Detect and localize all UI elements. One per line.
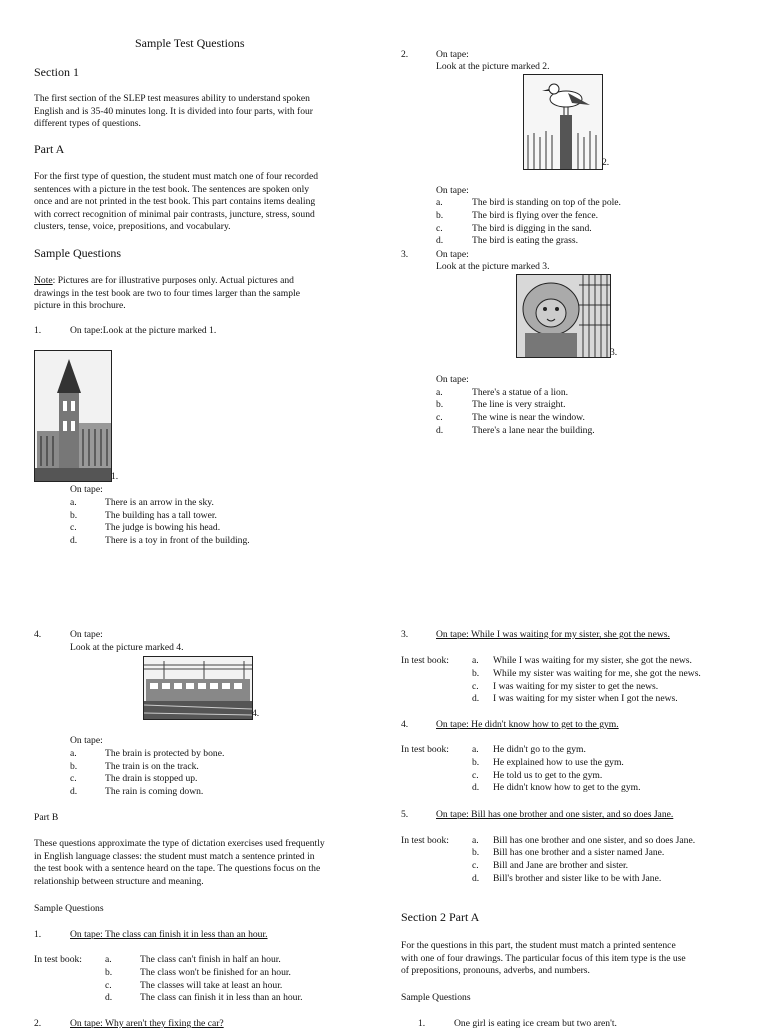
option-text: The line is very straight. [472, 399, 566, 410]
q2-prompt-2: Look at the picture marked 2. [436, 61, 550, 72]
part-a-heading: Part A [34, 142, 65, 156]
option-text: There's a statue of a lion. [472, 387, 569, 398]
option-letter: d. [105, 992, 113, 1003]
option-letter: b. [472, 668, 480, 679]
option-text: The drain is stopped up. [105, 773, 198, 784]
option-letter: c. [472, 770, 479, 781]
q1-prompt: On tape:Look at the picture marked 1. [70, 325, 217, 336]
s2-q1-prompt: One girl is eating ice cream but two aren't. [454, 1018, 617, 1029]
sample-questions-heading-s2: Sample Questions [401, 992, 471, 1003]
option-text: There's a lane near the building. [472, 425, 595, 436]
option-letter: b. [436, 399, 444, 410]
option-text: I was waiting for my sister when I got the news. [493, 693, 678, 704]
q3-prompt-1: On tape: [436, 249, 469, 260]
option-letter: b. [70, 761, 78, 772]
option-text: The class can finish it in less than an hour. [140, 992, 303, 1003]
section-2-paragraph: For the questions in this part, the student must match a printed sentence with one of four drawings. The particular focus of this item type is the use of prepositions, pronouns, adverbs, and numbers. [401, 940, 686, 977]
option-letter: a. [472, 744, 479, 755]
option-letter: a. [472, 835, 479, 846]
q4-on-tape: On tape: [70, 735, 103, 746]
b4-prompt: On tape: He didn't know how to get to the gym. [436, 719, 619, 730]
option-letter: a. [105, 954, 112, 965]
option-letter: a. [436, 197, 443, 208]
option-text: The bird is digging in the sand. [472, 223, 592, 234]
option-text: He didn't know how to get to the gym. [493, 782, 641, 793]
b3-number: 3. [401, 629, 409, 640]
option-letter: d. [70, 535, 78, 546]
option-text: The class won't be finished for an hour. [140, 967, 291, 978]
option-text: The rain is coming down. [105, 786, 204, 797]
option-text: Bill and Jane are brother and sister. [493, 860, 629, 871]
b4-in-test-book: In test book: [401, 744, 449, 755]
q3-number: 3. [401, 249, 409, 260]
option-text: Bill has one brother and one sister, and so does Jane. [493, 835, 696, 846]
option-letter: c. [472, 681, 479, 692]
option-text: He didn't go to the gym. [493, 744, 586, 755]
q2-prompt-1: On tape: [436, 49, 469, 60]
q1-number: 1. [34, 325, 42, 336]
note-paragraph [34, 275, 374, 313]
q4-picture-label: 4. [252, 708, 260, 719]
b5-prompt: On tape: Bill has one brother and one sister, and so does Jane. [436, 809, 674, 820]
option-letter: b. [472, 757, 480, 768]
church-tower-illustration [35, 351, 111, 481]
option-text: The train is on the track. [105, 761, 199, 772]
option-text: The brain is protected by bone. [105, 748, 225, 759]
option-letter: c. [472, 860, 479, 871]
option-text: The classes will take at least an hour. [140, 980, 283, 991]
option-letter: b. [436, 210, 444, 221]
option-letter: d. [436, 235, 444, 246]
option-letter: d. [472, 693, 480, 704]
q1-on-tape: On tape: [70, 484, 103, 495]
q1-picture-label: 1. [111, 471, 119, 482]
section-1-paragraph: The first section of the SLEP test measures ability to understand spoken English and is 35-40 minutes long. It is divided into four parts, with four different types of questions. [34, 93, 313, 130]
option-letter: b. [70, 510, 78, 521]
bird-on-pole-illustration [524, 75, 602, 169]
note-label: Note [34, 275, 53, 286]
option-text: The wine is near the window. [472, 412, 585, 423]
sample-questions-heading: Sample Questions [34, 246, 121, 260]
option-letter: b. [472, 847, 480, 858]
b5-number: 5. [401, 809, 409, 820]
option-text: The bird is flying over the fence. [472, 210, 599, 221]
option-letter: d. [70, 786, 78, 797]
sample-questions-heading-b: Sample Questions [34, 903, 104, 914]
option-text: While my sister was waiting for me, she got the news. [493, 668, 701, 679]
option-letter: c. [436, 412, 443, 423]
s2-q1-number: 1. [418, 1018, 426, 1029]
option-text: I was waiting for my sister to get the news. [493, 681, 659, 692]
section-1-heading: Section 1 [34, 65, 79, 79]
option-text: The bird is eating the grass. [472, 235, 579, 246]
option-text: The bird is standing on top of the pole. [472, 197, 621, 208]
b2-number: 2. [34, 1018, 42, 1029]
part-b-heading: Part B [34, 812, 59, 823]
option-letter: c. [105, 980, 112, 991]
q1-picture [34, 350, 112, 482]
option-letter: a. [70, 748, 77, 759]
option-letter: a. [436, 387, 443, 398]
option-text: There is an arrow in the sky. [105, 497, 214, 508]
b1-prompt: On tape: The class can finish it in less than an hour. [70, 929, 268, 940]
q3-picture-label: 3. [610, 347, 618, 358]
option-text: While I was waiting for my sister, she got the news. [493, 655, 692, 666]
option-text: He told us to get to the gym. [493, 770, 603, 781]
b4-number: 4. [401, 719, 409, 730]
option-text: The judge is bowing his head. [105, 522, 221, 533]
lion-statue-illustration [517, 275, 610, 357]
option-letter: a. [472, 655, 479, 666]
option-text: The building has a tall tower. [105, 510, 217, 521]
b3-prompt: On tape: While I was waiting for my sister, she got the news. [436, 629, 670, 640]
q2-number: 2. [401, 49, 409, 60]
option-letter: c. [436, 223, 443, 234]
option-letter: c. [70, 773, 77, 784]
q3-on-tape: On tape: [436, 374, 469, 385]
option-letter: d. [472, 782, 480, 793]
section-2-heading: Section 2 Part A [401, 910, 480, 924]
option-letter: d. [472, 873, 480, 884]
option-letter: a. [70, 497, 77, 508]
option-text: Bill has one brother and a sister named Jane. [493, 847, 665, 858]
train-illustration [144, 657, 252, 719]
q4-prompt-2: Look at the picture marked 4. [70, 642, 184, 653]
q3-prompt-2: Look at the picture marked 3. [436, 261, 550, 272]
q2-picture-label: 2. [602, 157, 610, 168]
option-text: He explained how to use the gym. [493, 757, 624, 768]
q2-on-tape: On tape: [436, 185, 469, 196]
q4-number: 4. [34, 629, 42, 640]
option-letter: c. [70, 522, 77, 533]
option-letter: d. [436, 425, 444, 436]
option-letter: b. [105, 967, 113, 978]
q4-picture [143, 656, 253, 720]
b5-in-test-book: In test book: [401, 835, 449, 846]
part-b-paragraph: These questions approximate the type of dictation exercises used frequently in English language classes: the student must match a sentence printed in the test book with a sentence heard on the tape. The questions focus on the relationship between structure and meaning. [34, 838, 325, 887]
q2-picture [523, 74, 603, 170]
page-title: Sample Test Questions [135, 36, 245, 50]
b1-in-test-book: In test book: [34, 954, 82, 965]
note-text: : Pictures are for illustrative purposes only. Actual pictures and drawings in the test book are two to four times larger than the sample picture in this brochure. [34, 275, 300, 312]
b2-prompt: On tape: Why aren't they fixing the car? [70, 1018, 224, 1029]
q3-picture [516, 274, 611, 358]
b1-number: 1. [34, 929, 42, 940]
option-text: Bill's brother and sister like to be with Jane. [493, 873, 662, 884]
part-a-paragraph: For the first type of question, the student must match one of four recorded sentences with a picture in the test book. The sentences are spoken only once and are not printed in the test book. This part contains items dealing with correct recognition of minimal pair contrasts, juncture, stress, sound clusters, tense, voice, prepositions, and vocabulary. [34, 171, 319, 233]
q4-prompt-1: On tape: [70, 629, 103, 640]
option-text: The class can't finish in half an hour. [140, 954, 281, 965]
b3-in-test-book: In test book: [401, 655, 449, 666]
option-text: There is a toy in front of the building. [105, 535, 250, 546]
